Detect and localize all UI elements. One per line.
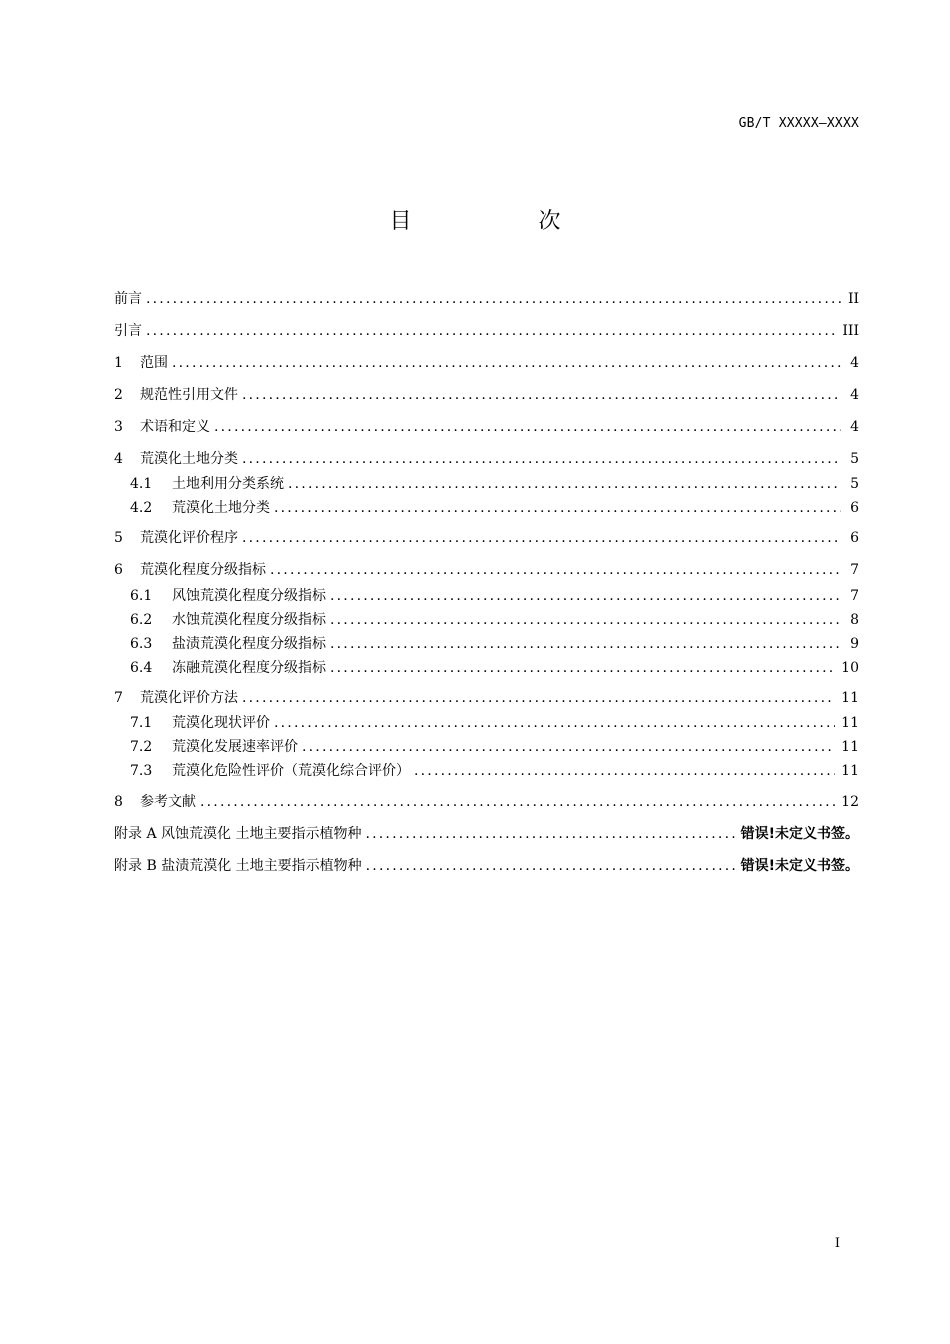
toc-entry-number: 6: [114, 562, 123, 578]
toc-entry-number: 6.3: [130, 636, 153, 652]
toc-entry-introduction[interactable]: [114, 321, 859, 341]
leader-dots: [288, 474, 841, 494]
toc-entry-number: 7: [114, 690, 123, 706]
toc-entry-7-1[interactable]: [114, 713, 859, 733]
toc-entry-page: 9: [850, 636, 859, 652]
toc-entry-label: 规范性引用文件: [140, 387, 238, 403]
toc-entry-5[interactable]: [114, 528, 859, 548]
toc-entry-label: 荒漠化程度分级指标: [140, 562, 266, 578]
toc-entry-6[interactable]: [114, 560, 859, 580]
leader-dots: [242, 528, 841, 548]
page-title: 目 次: [389, 209, 621, 234]
toc-entry-number: 7.1: [130, 715, 153, 731]
toc-entry-4-1[interactable]: [114, 474, 859, 494]
leader-dots: [242, 449, 841, 469]
toc-entry-label: 水蚀荒漠化程度分级指标: [172, 612, 326, 628]
toc-entry-label: 风蚀荒漠化程度分级指标: [172, 588, 326, 604]
leader-dots: [330, 634, 841, 654]
toc-entry-label: 荒漠化现状评价: [172, 715, 270, 731]
toc-entry-2[interactable]: [114, 385, 859, 405]
toc-entry-4-2[interactable]: [114, 498, 859, 518]
leader-dots: [242, 385, 841, 405]
toc-entry-6-4[interactable]: [114, 658, 859, 678]
toc-entry-number: 6.2: [130, 612, 153, 628]
toc-entry-7[interactable]: [114, 688, 859, 708]
toc-entry-3[interactable]: [114, 417, 859, 437]
toc-entry-page: 5: [850, 476, 859, 492]
toc-entry-label: 荒漠化土地分类: [172, 500, 270, 516]
toc-entry-label: 引言: [114, 323, 142, 339]
toc-entry-page-error: 错误!未定义书签。: [740, 858, 859, 874]
leader-dots: [270, 560, 841, 580]
toc-entry-6-3[interactable]: [114, 634, 859, 654]
toc-entry-number: 6.1: [130, 588, 153, 604]
toc-entry-page: 7: [850, 588, 859, 604]
toc-entry-7-2[interactable]: [114, 737, 859, 757]
toc-entry-page: 11: [841, 715, 859, 731]
toc-entry-appendix-b[interactable]: [114, 856, 859, 876]
toc-entry-label: 附录 B 盐渍荒漠化 土地主要指示植物种: [114, 858, 362, 874]
toc-entry-number: 3: [114, 419, 123, 435]
table-of-contents: [114, 0, 859, 900]
toc-entry-page: 6: [850, 530, 859, 546]
toc-entry-number: 7.3: [130, 763, 153, 779]
leader-dots: [414, 761, 835, 781]
toc-entry-page: 8: [850, 612, 859, 628]
leader-dots: [365, 824, 734, 844]
toc-entry-label: 范围: [140, 355, 168, 371]
toc-entry-number: 1: [114, 355, 123, 371]
toc-entry-label: 荒漠化发展速率评价: [172, 739, 298, 755]
leader-dots: [330, 658, 835, 678]
leader-dots: [330, 610, 841, 630]
toc-entry-label: 参考文献: [140, 794, 196, 810]
toc-entry-label: 附录 A 风蚀荒漠化 土地主要指示植物种: [114, 826, 362, 842]
toc-entry-page: 5: [850, 451, 859, 467]
document-code: GB/T XXXXX—XXXX: [738, 116, 859, 131]
toc-entry-number: 8: [114, 794, 123, 810]
toc-entry-page: 11: [841, 763, 859, 779]
leader-dots: [146, 289, 841, 309]
toc-entry-page: 4: [850, 387, 859, 403]
toc-entry-number: 6.4: [130, 660, 153, 676]
toc-entry-label: 荒漠化危险性评价（荒漠化综合评价）: [172, 763, 410, 779]
leader-dots: [146, 321, 836, 341]
toc-entry-label: 荒漠化评价方法: [140, 690, 238, 706]
toc-entry-label: 盐渍荒漠化程度分级指标: [172, 636, 326, 652]
toc-entry-number: 4.1: [130, 476, 153, 492]
toc-entry-number: 2: [114, 387, 123, 403]
toc-entry-1[interactable]: [114, 353, 859, 373]
toc-entry-page: 6: [850, 500, 859, 516]
toc-entry-number: 5: [114, 530, 123, 546]
leader-dots: [274, 713, 835, 733]
toc-entry-label: 土地利用分类系统: [172, 476, 284, 492]
toc-entry-page: 11: [841, 690, 859, 706]
toc-entry-label: 术语和定义: [140, 419, 210, 435]
toc-entry-label: 冻融荒漠化程度分级指标: [172, 660, 326, 676]
toc-entry-6-2[interactable]: [114, 610, 859, 630]
toc-entry-number: 7.2: [130, 739, 153, 755]
leader-dots: [302, 737, 835, 757]
toc-entry-number: 4: [114, 451, 123, 467]
leader-dots: [214, 417, 841, 437]
leader-dots: [200, 792, 835, 812]
toc-entry-label: 荒漠化土地分类: [140, 451, 238, 467]
toc-entry-4[interactable]: [114, 449, 859, 469]
toc-entry-page: 4: [850, 419, 859, 435]
toc-entry-page-error: 错误!未定义书签。: [740, 826, 859, 842]
toc-entry-7-3[interactable]: [114, 761, 859, 781]
toc-entry-foreword[interactable]: [114, 289, 859, 309]
toc-entry-label: 荒漠化评价程序: [140, 530, 238, 546]
toc-entry-page: II: [847, 291, 859, 307]
toc-entry-appendix-a[interactable]: [114, 824, 859, 844]
toc-entry-label: 前言: [114, 291, 142, 307]
toc-entry-6-1[interactable]: [114, 586, 859, 606]
page-number: I: [834, 1236, 840, 1251]
toc-entry-page: III: [842, 323, 859, 339]
leader-dots: [172, 353, 841, 373]
toc-entry-page: 10: [841, 660, 859, 676]
toc-entry-number: 4.2: [130, 500, 153, 516]
toc-entry-page: 7: [850, 562, 859, 578]
toc-entry-page: 12: [841, 794, 859, 810]
leader-dots: [274, 498, 841, 518]
toc-entry-page: 11: [841, 739, 859, 755]
toc-entry-page: 4: [850, 355, 859, 371]
toc-entry-8[interactable]: [114, 792, 859, 812]
leader-dots: [242, 688, 835, 708]
leader-dots: [366, 856, 735, 876]
leader-dots: [330, 586, 841, 606]
